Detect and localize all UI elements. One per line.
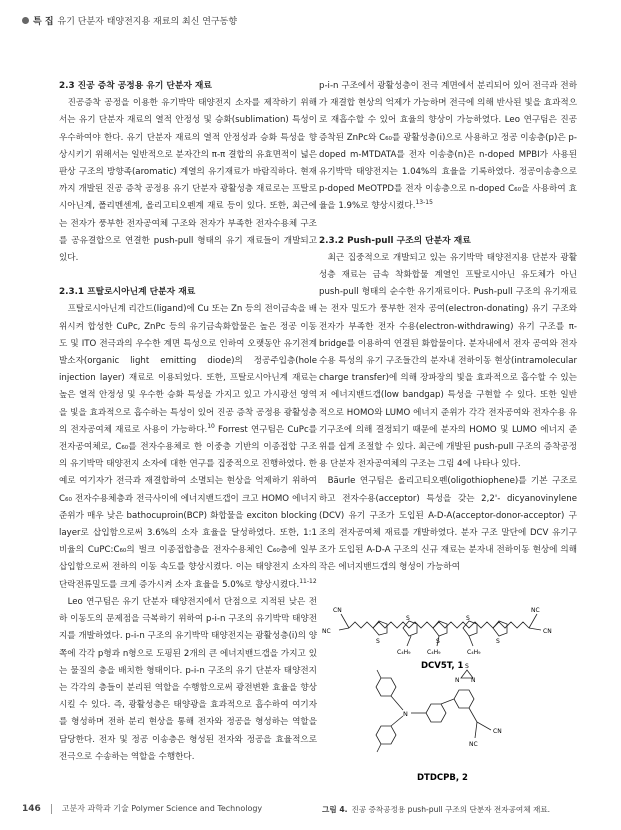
dcv5t-nc-left: NC	[322, 628, 331, 635]
page-footer	[22, 803, 262, 814]
dcv5t-cn-right: CN	[543, 628, 552, 635]
bullet-icon	[22, 17, 29, 24]
right-column	[319, 78, 577, 577]
dcv5t-label: DCV5T, 1	[421, 661, 464, 671]
page-number: 146	[22, 803, 41, 814]
paragraph: Leo 연구팀은 유기 단분자 태양전지에서 단점으로 지적된 낮은 전하 이동도의 문제점을 극복하기 위하여 p-i-n 구조의 유기박막 태양전지를 개발하였다. p-i-n 구조의 유기박막 태양전지는 광활성층(i)의 양쪽에 각각 p형과 n형으로 도핑된 2개의 큰 에너지밴드갭을 가지고 있는 물질의 층을 배치한 형태이다. p-i-n 구조의 유기 단분자 태양전지는 각각의 층들이 분리된 역할을 수행함으로써 광전변환 효율을 향상시킬 수 있다. 즉, 광활성층은 태양광을 효과적으로 흡수하여 여기자를 형성하며 전하 분리 현상을 통해 전자와 정공을 형성하는 역할을 담당한다. 전자 및 정공 이송층은 형성된 전자와 정공을 효율적으로 전극으로 수송하는 역할을 수행한다.	[59, 596, 317, 762]
caption-label: 그림 4.	[322, 805, 348, 814]
paragraph: 진공증착 공정을 이용한 유기박막 태양전지 소자를 제작하기 위해서는 유기 단분자 재료의 열적 안정성 및 승화(sublimation) 특성이 우수하여야 한다. 유기 단분자 재료의 열적 안정성과 승화 특성을 향상시키기 위해서는 일반적으로 분자간의 π-π 결합의 유효면적이 넓은 판상 구조의 방향족(aromatic) 계열의 유기재료가 바람직하다. 현재까지 개발된 진공 증착 공정용 유기 단분자 광활성층 재료로는 프탈로시아닌계, 폴리멘센계, 올리고티오펜계 재료 등이 있다. 또한, 최근에는 전자가 풍부한 전자공여체 구조와 전자가 부족한 전자수용체 구조를 공유결합으로 연결한 push-pull 형태의 유기 재료들이 개발되고 있다.	[59, 98, 317, 264]
dcv5t-cn-top-left: CN	[333, 607, 342, 614]
dcv5t-nc-top-right: NC	[531, 607, 540, 614]
dtdcpb-n: N	[403, 710, 408, 718]
footer-divider	[51, 804, 52, 814]
left-column	[59, 78, 317, 766]
dtdcpb-nc: NC	[469, 741, 478, 748]
paragraph: 프탈로시아닌계 리간드(ligand)에 Cu 또는 Zn 등의 전이금속을 배위시켜 합성한 CuPc, ZnPc 등의 유기금속화합물은 높은 정공 이동도 및 ITO 전극과의 우수한 계면 특성으로 인하여 오랫동안 유기전계발소자(organic light emitting diode)의 정공주입층(hole injection layer) 재료로 이용되었다. 또한, 프탈로시아닌계 재료는 높은 열적 안정성 및 우수한 승화 특성을 가지고 있고 가시광선 영역을 빛을 효과적으로 흡수하는 특성이 있어 진공 증착 공정용 광활성층의 전자공여체 재료로 사용이 가능하다.$^{10}$ Forrest 연구팀은 CuPc를 전자공여체로, C₆₀를 전자수용체로 한 이중층 기반의 이종접합 구조의 유기박막 태양전지 소자에 대한 연구를 집중적으로 진행하였다. 한 예로 여기자가 전극과 재결합하여 소멸되는 현상을 억제하기 위하여 C₆₀ 전자수용체층과 전극사이에 에너지밴드갭이 크고 HOMO 에너지 준위가 매우 낮은 bathocuproin(BCP) 화합물을 exciton blocking layer로 삽입함으로써 3.6%의 소자 효율을 달성하였다. 또한, 1:1 비율의 CuPC:C₆₀의 벌크 이종접합층을 전자수용체인 C₆₀층에 일부 삽입함으로써 전하의 이동 속도를 향상시켰다. 이는 태양전지 소자의 단락전류밀도를 크게 증가시켜 소자 효율을 5.0%로 향상시켰다.$^{11-12}$	[59, 304, 317, 590]
paragraph: Bäurle 연구팀은 올리고티오펜(oligothiophene)를 기본 구조로 하고 전자수용(acceptor) 특성을 갖는 2,2'- dicyanovinylene (DCV) 유기 구조가 도입된 A-D-A(acceptor-donor-acceptor) 구조의 전자공여체 재료를 개발하였다. 분자 구조 말단에 DCV 유기구조가 도입된 A-D-A 구조의 신규 재료는 분자내 전하이동 현상에 의해 작은 에너지밴드갭의 형성이 가능하여	[319, 476, 577, 573]
dcv5t-s5: S	[496, 638, 500, 645]
heading-2-3-2: 2.3.2 Push-pull 구조의 단분자 재료	[319, 235, 471, 246]
dtdcpb-n2: N	[471, 677, 476, 684]
dcv5t-s1: S	[376, 638, 380, 645]
caption-text: 진공 증착공정용 push-pull 구조의 단분자 전자공여체 재료.	[351, 805, 551, 814]
dcv5t-structure	[339, 614, 541, 646]
heading-2-3: 2.3 진공 증착 공정용 유기 단분자 재료	[59, 81, 212, 91]
dtdcpb-cn: CN	[493, 728, 502, 735]
dcv5t-s4: S	[466, 615, 470, 622]
section-tag: 특 집	[33, 17, 54, 27]
dcv5t-butyl-3: C₄H₉	[467, 649, 481, 656]
dcv5t-butyl-1: C₄H₉	[397, 649, 411, 656]
header-title: 유기 단분자 태양전지용 재료의 최신 연구동향	[57, 17, 238, 27]
dcv5t-butyl-2: C₄H₉	[427, 649, 441, 656]
running-header	[22, 14, 237, 27]
dcv5t-s3: S	[436, 638, 440, 645]
dtdcpb-n1: N	[455, 677, 460, 684]
paragraph: 최근 집중적으로 개발되고 있는 유기박막 태양전지용 단분자 광활성층 재료는 금속 착화합물 계열인 프탈로시아닌 유도체가 아닌 push-pull 형태의 순수한 유기재료이다. Push-pull 구조의 유기재료는 전자 밀도가 풍부한 전자 공여(electron-donating) 유기 구조와 전자가 부족한 전자 수용(electron-withdrawing) 유기 구조를 π-bridge를 이용하여 연결된 화합물이다. 분자내에서 전자 공여와 전자 수용 특성의 유기 구조들간의 분자내 전하이동 현상(intramolecular charge transfer)에 의해 장파장의 빛을 효과적으로 흡수할 수 있는 저 에너지밴드갭(low bandgap) 특성을 구현할 수 있다. 또한 일반적으로 HOMO와 LUMO 에너지 준위가 각각 전자공여와 전자수용 유기구조에 의해 결정되기 때문에 분자의 HOMO 및 LUMO 에너지 준위를 쉽게 조절할 수 있다. 최근에 개발된 push-pull 구조의 증착공정용 단분자 전자공여체의 구조는 그림 4에 나타나 있다.	[319, 252, 577, 470]
journal-name: 고분자 과학과 기술 Polymer Science and Technology	[61, 804, 263, 813]
dcv5t-s2: S	[406, 615, 410, 622]
paragraph: p-i-n 구조에서 광활성층이 전극 계면에서 분리되어 있어 전극과 전하가 재결합 현상의 억제가 가능하며 전극에 의해 반사된 빛을 효과적으로 재흡수할 수 있어 효율의 향상이 가능하였다. Leo 연구팀은 진공증착된 ZnPc와 C₆₀를 광활성층(i)으로 사용하고 정공 이송층(p)은 p-doped m-MTDATA를 전자 이송층(n)은 n-doped MPBI가 사용된 유기박막 태양전지는 1.04%의 효율을 기록하였다. 정공이송층으로 p-doped MeOTPD를 전자 이송층으로 n-doped C₆₀을 사용하여 효율을 1.9%로 향상시켰다.$^{13-15}$	[319, 81, 577, 212]
chemical-structures-figure	[319, 600, 579, 785]
figure-caption	[322, 804, 550, 815]
dtdcpb-s: S	[465, 663, 469, 670]
heading-2-3-1: 2.3.1 프탈로시아닌계 단분자 재료	[59, 287, 196, 298]
dtdcpb-label: DTDCPB, 2	[417, 773, 468, 783]
